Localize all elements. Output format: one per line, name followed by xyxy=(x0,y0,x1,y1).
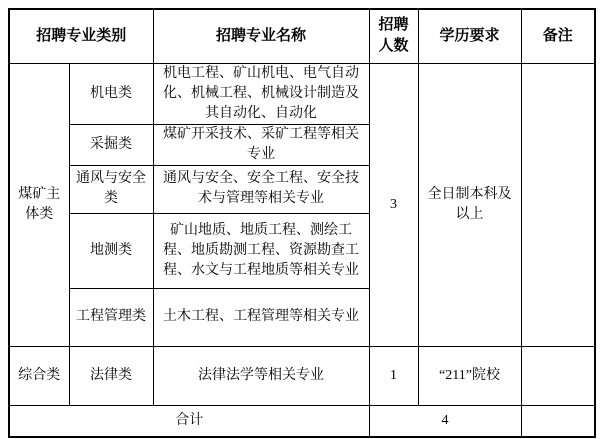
table-row xyxy=(9,63,595,124)
category-cell-comprehensive: 综合类 xyxy=(9,346,69,405)
count-cell: 3 xyxy=(369,63,418,346)
majors-cell: 通风与安全、安全工程、安全技术与管理等相关专业 xyxy=(153,165,369,213)
table-header-row xyxy=(9,9,595,63)
table-footer-row xyxy=(9,405,595,437)
majors-cell: 土木工程、工程管理等相关专业 xyxy=(153,288,369,346)
subcategory-cell: 地测类 xyxy=(69,213,153,288)
subcategory-cell: 通风与安全类 xyxy=(69,165,153,213)
total-count-cell: 4 xyxy=(369,405,521,437)
education-cell: 全日制本科及以上 xyxy=(418,63,521,346)
remark-cell xyxy=(521,63,595,346)
subcategory-cell: 工程管理类 xyxy=(69,288,153,346)
majors-cell: 法律法学等相关专业 xyxy=(153,346,369,405)
subcategory-cell: 机电类 xyxy=(69,63,153,124)
majors-cell: 机电工程、矿山机电、电气自动化、机械工程、机械设计制造及其自动化、自动化 xyxy=(153,63,369,124)
majors-cell: 矿山地质、地质工程、测绘工程、地质勘测工程、资源勘查工程、水文与工程地质等相关专业 xyxy=(153,213,369,288)
subcategory-cell: 法律类 xyxy=(69,346,153,405)
header-cell-major: 招聘专业名称 xyxy=(153,9,369,63)
header-cell-count: 招聘人数 xyxy=(369,9,418,63)
total-label-cell: 合计 xyxy=(9,405,369,437)
table-row xyxy=(9,346,595,405)
header-cell-category: 招聘专业类别 xyxy=(9,9,153,63)
remark-cell xyxy=(521,405,595,437)
recruitment-table xyxy=(8,8,596,438)
category-cell-coal-main: 煤矿主体类 xyxy=(9,63,69,346)
education-cell: “211”院校 xyxy=(418,346,521,405)
subcategory-cell: 采掘类 xyxy=(69,124,153,165)
header-cell-remark: 备注 xyxy=(521,9,595,63)
majors-cell: 煤矿开采技术、采矿工程等相关专业 xyxy=(153,124,369,165)
count-cell: 1 xyxy=(369,346,418,405)
remark-cell xyxy=(521,346,595,405)
header-cell-education: 学历要求 xyxy=(418,9,521,63)
